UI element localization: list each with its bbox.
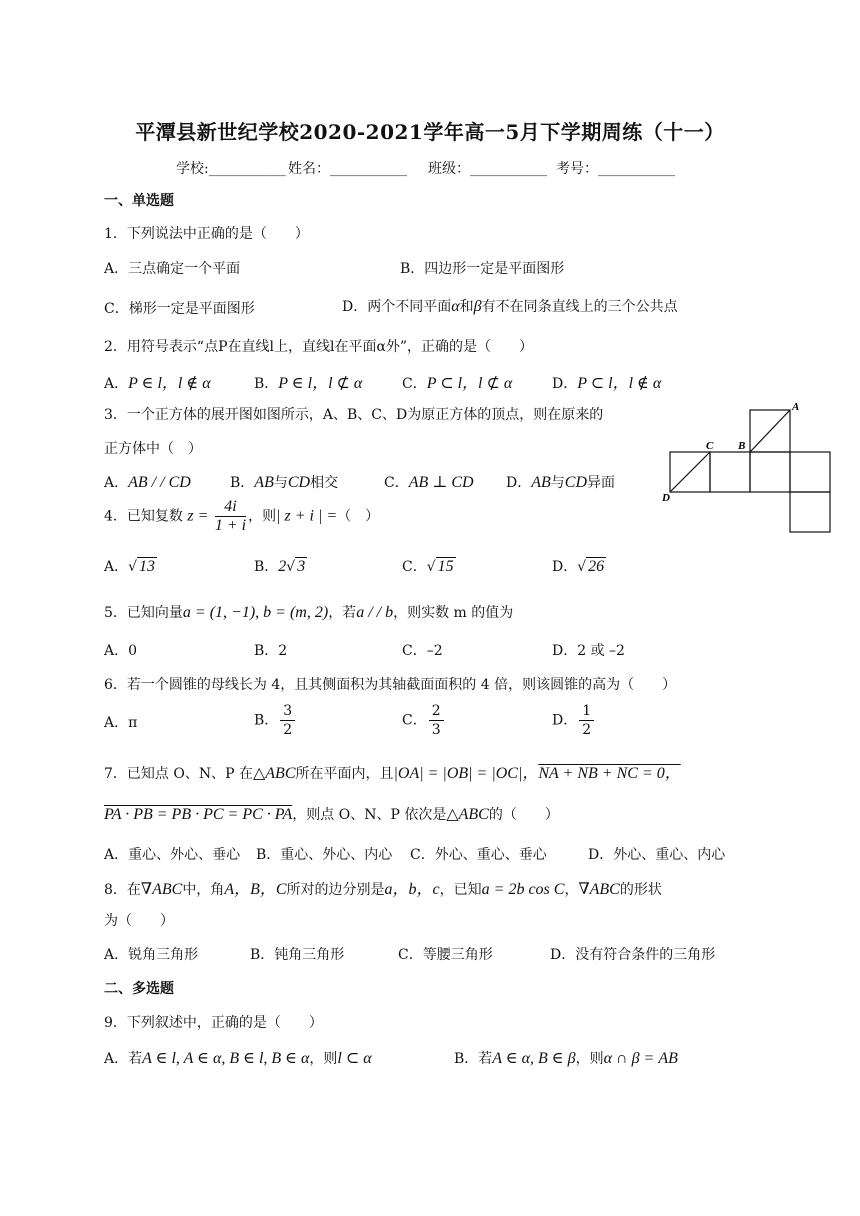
sqrt-icon: √ [426, 559, 436, 575]
class-field[interactable]: 班级：___________ [428, 161, 547, 177]
question-7-stem: 7．已知点 O、N、P 在△ABC所在平面内，且|OA| = |OB| = |OC|，NA + NB + NC = 0， [104, 765, 681, 782]
question-5-stem: 5．已知向量a = (1, −1), b = (m, 2)，若a / / b，则实数 m 的值为 [104, 604, 514, 621]
q7-option-c: C．外心、重心、垂心 [410, 847, 547, 863]
q4-option-c: C．√ 15 [402, 558, 454, 575]
q3-option-a: A．AB / / CD [104, 474, 191, 491]
q9-option-b: B．若A ∈ α, B ∈ β，则α ∩ β = AB [454, 1050, 678, 1067]
page-title: 平潭县新世纪学校2020-2021学年高一5月下学期周练（十一） [135, 120, 725, 144]
q6-option-d: D． $\frac{1}{2}$ [552, 702, 596, 739]
q5-option-d: D．2 或 –2 [552, 643, 625, 659]
q1-option-c: C．梯形一定是平面图形 [104, 301, 255, 317]
q1-d-mid: 和 [459, 299, 474, 315]
q1-option-d [342, 296, 678, 316]
q4-option-d: D．√ 26 [552, 558, 605, 575]
label-a: A [792, 401, 800, 413]
question-6-stem: 6．若一个圆锥的母线长为 4，且其侧面积为其轴截面面积的 4 倍，则该圆锥的高为（ ） [104, 677, 677, 693]
q3-option-c: C．AB ⊥ CD [384, 474, 474, 491]
q1-option-a: A．三点确定一个平面 [104, 261, 241, 277]
question-7-stem-line2: PA · PB = PB · PC = PC · PA，则点 O、N、P 依次是△ABC的（ ） [104, 806, 559, 823]
label-c: C [706, 440, 714, 452]
question-2-stem: 2．用符号表示“点P在直线l上，直线l在平面α外”，正确的是（ ） [104, 339, 534, 355]
name-field[interactable]: 姓名：___________ [288, 161, 407, 177]
q6-option-a: A．π [104, 715, 138, 731]
q9-option-a: A．若A ∈ l, A ∈ α, B ∈ l, B ∈ α，则l ⊂ α [104, 1050, 372, 1067]
label-d: D [662, 492, 670, 504]
fraction-4i-over-1-plus-i: $\frac{4i}{1 + i}$ [214, 498, 247, 534]
question-9-stem: 9．下列叙述中，正确的是（ ） [104, 1015, 323, 1031]
section-multi-choice: 二、多选题 [104, 981, 174, 997]
diagonal-ba [750, 410, 790, 452]
cube-net-figure [660, 400, 832, 534]
q2-option-a: A．P ∈ l，l ∉ α [104, 375, 211, 392]
q8-option-d: D．没有符合条件的三角形 [550, 947, 716, 963]
question-8-stem: 8．在∇ABC中，角A，B，C所对的边分别是a，b，c，已知a = 2b cos C，∇ABC的形状 [104, 881, 662, 898]
q3-option-d: D．AB与CD异面 [506, 474, 616, 491]
exam-number-field[interactable]: 考号：___________ [556, 161, 675, 177]
diagonal-cd [670, 452, 710, 492]
q8-option-c: C．等腰三角形 [398, 947, 493, 963]
q8-option-b: B．钝角三角形 [250, 947, 345, 963]
net-square-4 [790, 452, 830, 492]
q4-option-a: A．√ 13 [104, 558, 156, 575]
q1-d-post: 有不在同条直线上的三个公共点 [481, 299, 678, 315]
q8-option-a: A．锐角三角形 [104, 947, 199, 963]
q1-option-b: B．四边形一定是平面图形 [400, 261, 565, 277]
q1-d-pre: D．两个不同平面 [342, 299, 452, 315]
question-3-stem-line2: 正方体中（ ） [104, 441, 202, 457]
net-square-3 [750, 452, 790, 492]
question-4-stem: 4．已知复数 z = $\frac{4i}{1 + i}$ ，则| z + i | =（ ） [104, 498, 380, 534]
alpha-symbol: α [451, 298, 460, 315]
net-square-bottom [790, 492, 830, 532]
q5-option-a: A．0 [104, 643, 138, 659]
q2-option-d: D．P ⊂ l，l ∉ α [552, 375, 662, 392]
q6-option-b: B． $\frac{3}{2}$ [254, 702, 297, 739]
question-8-stem-line2: 为（ ） [104, 913, 174, 929]
question-1-stem: 1．下列说法中正确的是（ ） [104, 226, 309, 242]
q7-option-b: B．重心、外心、内心 [256, 847, 393, 863]
q5-option-c: C．–2 [402, 643, 443, 659]
q4-option-b: B．2√ 3 [254, 558, 306, 575]
q7-option-d: D．外心、重心、内心 [588, 847, 726, 863]
sqrt-icon: √ [286, 559, 296, 575]
question-3-stem: 3．一个正方体的展开图如图所示，A、B、C、D为原正方体的顶点，则在原来的 [104, 407, 604, 423]
q6-option-c: C． $\frac{2}{3}$ [402, 702, 446, 739]
q2-option-c: C．P ⊂ l，l ⊄ α [402, 375, 513, 392]
q5-option-b: B．2 [254, 643, 288, 659]
q3-option-b: B．AB与CD相交 [230, 474, 339, 491]
q7-option-a: A．重心、外心、垂心 [104, 847, 241, 863]
school-field[interactable]: 学校:___________ [176, 161, 286, 177]
section-single-choice: 一、单选题 [104, 193, 174, 209]
sqrt-icon: √ [577, 559, 587, 575]
label-b: B [738, 440, 746, 452]
sqrt-icon: √ [128, 559, 138, 575]
net-square-2 [710, 452, 750, 492]
q2-option-b: B．P ∈ l，l ⊄ α [254, 375, 363, 392]
beta-symbol: β [473, 298, 482, 315]
